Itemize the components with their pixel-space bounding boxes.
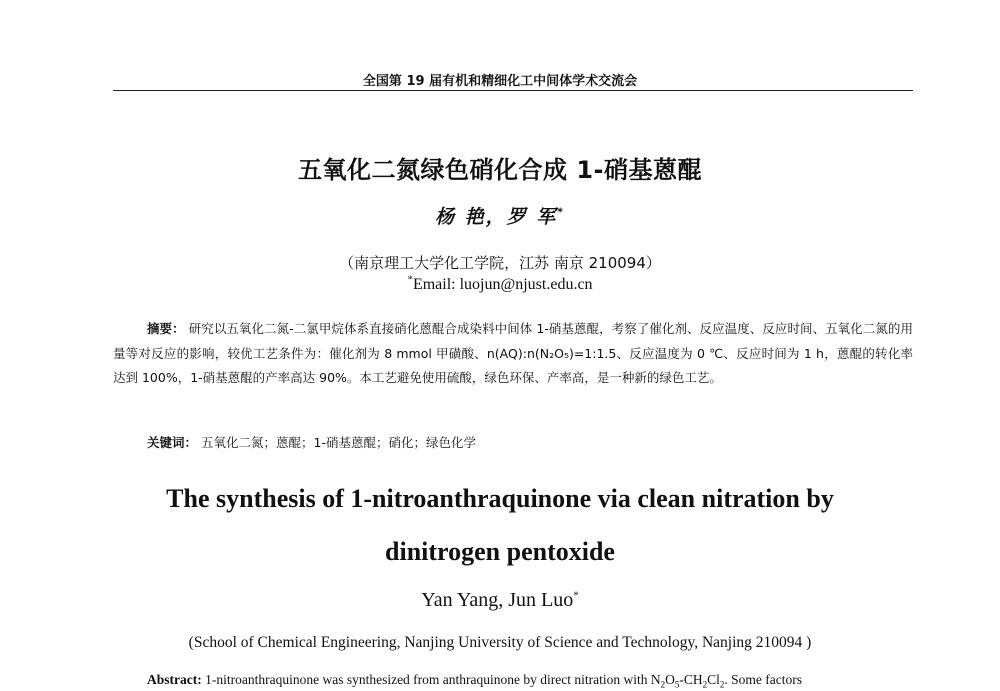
authors-cn	[0, 202, 1000, 229]
paper-title-en-line1: The synthesis of 1-nitroanthraquinone via clean nitration by	[166, 484, 834, 513]
email-text[interactable]: Email: luojun@njust.edu.cn	[412, 276, 593, 293]
abstract-en-pre: 1-nitroanthraquinone was synthesized from anthraquinone by direct nitration with N	[205, 672, 661, 687]
authors-en-mark: *	[573, 589, 579, 602]
abstract-en-mid3: Cl	[707, 672, 720, 687]
paper-title-cn: 五氧化二氮绿色硝化合成 1-硝基蒽醌	[297, 156, 702, 184]
abstract-en-label: Abstract:	[147, 672, 202, 687]
abstract-en-sub1: 2	[660, 679, 666, 688]
affiliation-en: (School of Chemical Engineering, Nanjing University of Science and Technology, Nanjing 210094 )	[188, 634, 812, 651]
abstract-en-post: . Some factors	[724, 672, 802, 687]
abstract-en	[147, 672, 913, 688]
authors-cn-mark: *	[557, 205, 565, 219]
authors-en	[0, 589, 1000, 612]
paper-title-en-line2: dinitrogen pentoxide	[385, 537, 615, 566]
authors-en-names: Yan Yang, Jun Luo	[421, 589, 574, 611]
abstract-en-sub3: 2	[702, 679, 708, 688]
abstract-en-mid1: O	[665, 672, 675, 687]
abstract-en-mid2: -CH	[679, 672, 703, 687]
abstract-cn-label: 摘要：	[147, 321, 185, 336]
authors-cn-names: 杨 艳，罗 军	[435, 206, 558, 228]
keywords-cn-label: 关键词：	[147, 435, 198, 450]
header-rule	[113, 90, 913, 91]
abstract-cn-text: 研究以五氧化二氮-二氯甲烷体系直接硝化蒽醌合成染料中间体 1-硝基蒽醌，考察了催化剂、反应温度、反应时间、五氧化二氮的用量等对反应的影响，较优工艺条件为：催化剂为 8 mmol 甲磺酸、n(AQ):n(N₂O₅)=1:1.5、反应温度为 0 ℃、反应时间为 1 h，蒽醌的转化率达到 100%，1-硝基蒽醌的产率高达 90%。本工艺避免使用硫酸，绿色环保、产率高，是一种新的绿色工艺。	[113, 321, 913, 385]
abstract-cn	[113, 317, 913, 391]
affiliation-cn: （南京理工大学化工学院，江苏 南京 210094）	[339, 254, 661, 272]
abstract-en-sub2: 5	[674, 679, 680, 688]
abstract-en-sub4: 2	[719, 679, 725, 688]
keywords-cn	[147, 433, 907, 451]
conference-header: 全国第 19 届有机和精细化工中间体学术交流会	[362, 74, 638, 89]
keywords-cn-text: 五氧化二氮；蒽醌；1-硝基蒽醌；硝化；绿色化学	[201, 435, 476, 450]
corresponding-email	[0, 273, 1000, 294]
email-mark: *	[407, 273, 413, 286]
